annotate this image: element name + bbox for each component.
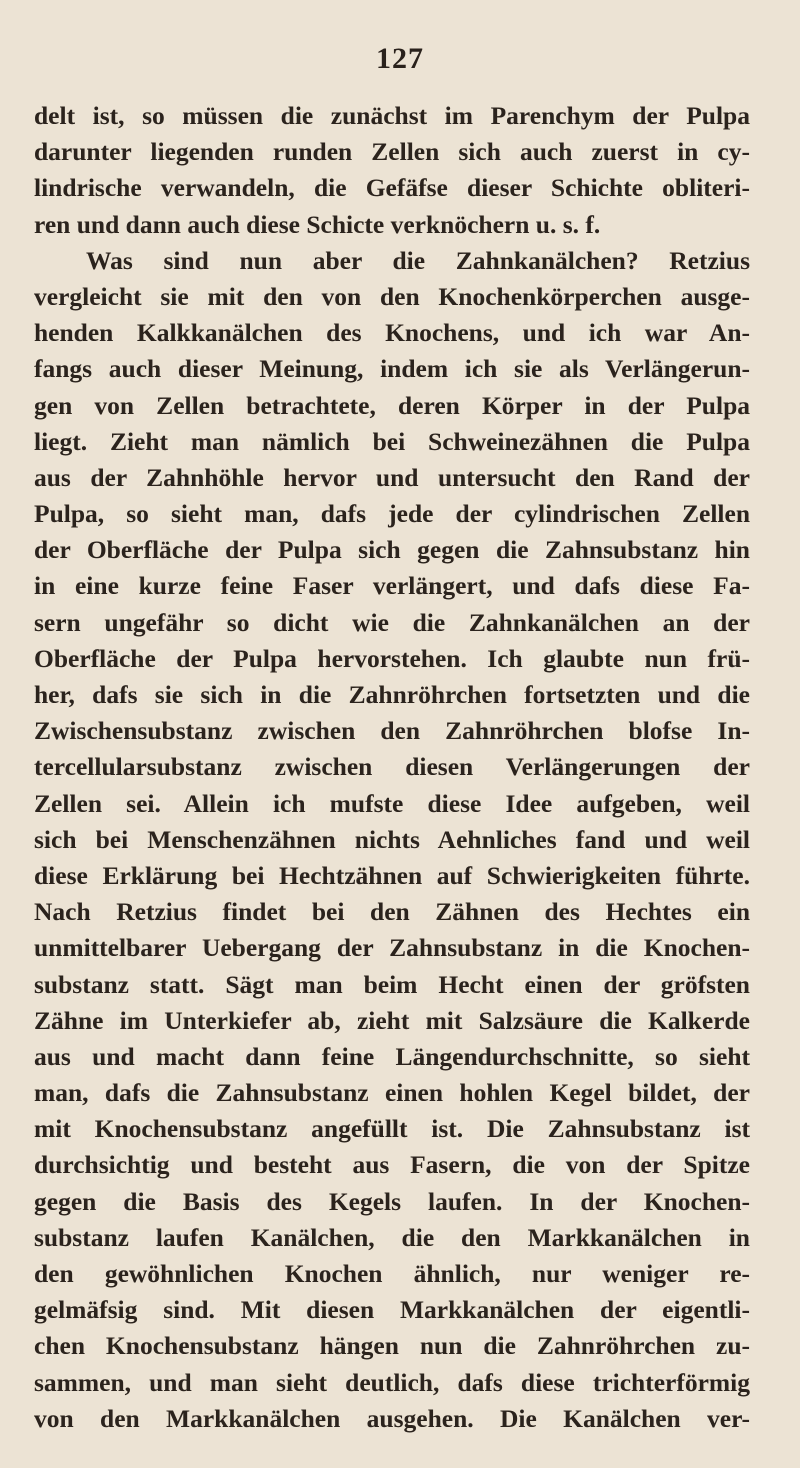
text-line: Zellen sei. Allein ich mufste diese Idee aufgeben, weil xyxy=(34,788,750,818)
text-line: in eine kurze feine Faser verlängert, und dafs diese Fa- xyxy=(34,571,750,601)
text-line: Oberfläche der Pulpa hervorstehen. Ich glaubte nun frü- xyxy=(34,643,750,673)
text-line: Nach Retzius findet bei den Zähnen des Hechtes ein xyxy=(34,897,750,927)
text-line: den gewöhnlichen Knochen ähnlich, nur weniger re- xyxy=(34,1259,750,1288)
text-line: Zähne im Unterkiefer ab, zieht mit Salzsäure die Kalkerde xyxy=(34,1005,750,1035)
text-line: delt ist, so müssen die zunächst im Parenchym der Pulpa xyxy=(34,101,750,130)
text-line: liegt. Zieht man nämlich bei Schweinezähnen die Pulpa xyxy=(34,426,750,456)
paragraph-first-line: Was sind nun aber die Zahnkanälchen? Retzius xyxy=(86,245,750,275)
text-line: aus und macht dann feine Längendurchschnitte, so sieht xyxy=(34,1041,750,1071)
text-line: fangs auch dieser Meinung, indem ich sie als Verlängerun- xyxy=(34,354,750,384)
text-line: lindrische verwandeln, die Gefäfse dieser Schichte obliteri- xyxy=(34,173,750,203)
text-line: substanz laufen Kanälchen, die den Markkanälchen in xyxy=(34,1222,750,1252)
text-line: gen von Zellen betrachtete, deren Körper in der Pulpa xyxy=(34,390,750,420)
text-line: aus der Zahnhöhle hervor und untersucht den Rand der xyxy=(34,462,750,492)
text-line: ren und dann auch diese Schicte verknöchern u. s. f. xyxy=(34,209,601,239)
text-line: von den Markkanälchen ausgehen. Die Kanälchen ver- xyxy=(34,1403,750,1433)
text-line: Pulpa, so sieht man, dafs jede der cylindrischen Zellen xyxy=(34,499,750,529)
text-line: unmittelbarer Uebergang der Zahnsubstanz in die Knochen- xyxy=(34,933,750,963)
text-line: Zwischensubstanz zwischen den Zahnröhrchen blofse In- xyxy=(34,716,750,746)
text-line: durchsichtig und besteht aus Fasern, die von der Spitze xyxy=(34,1150,750,1180)
text-line: gelmäfsig sind. Mit diesen Markkanälchen der eigentli- xyxy=(34,1295,750,1325)
page-number: 127 xyxy=(376,42,424,75)
body-text xyxy=(34,98,750,1437)
text-line: henden Kalkkanälchen des Knochens, und ich war An- xyxy=(34,318,750,348)
text-line: her, dafs sie sich in die Zahnröhrchen fortsetzten und die xyxy=(34,680,750,709)
text-line: chen Knochensubstanz hängen nun die Zahnröhrchen zu- xyxy=(34,1331,750,1361)
text-line: sammen, und man sieht deutlich, dafs diese trichterförmig xyxy=(34,1367,750,1397)
text-line: sern ungefähr so dicht wie die Zahnkanälchen an der xyxy=(34,607,750,637)
text-line: der Oberfläche der Pulpa sich gegen die Zahnsubstanz hin xyxy=(34,535,750,565)
text-line: substanz statt. Sägt man beim Hecht einen der gröfsten xyxy=(34,969,750,999)
text-line: vergleicht sie mit den von den Knochenkörperchen ausge- xyxy=(34,281,750,311)
text-line: darunter liegenden runden Zellen sich auch zuerst in cy- xyxy=(34,137,750,167)
text-line: sich bei Menschenzähnen nichts Aehnliches fand und weil xyxy=(34,824,750,854)
text-line: diese Erklärung bei Hechtzähnen auf Schwierigkeiten führte. xyxy=(34,860,750,890)
text-line: gegen die Basis des Kegels laufen. In der Knochen- xyxy=(34,1186,750,1216)
text-line: mit Knochensubstanz angefüllt ist. Die Zahnsubstanz ist xyxy=(34,1114,750,1144)
text-line: man, dafs die Zahnsubstanz einen hohlen Kegel bildet, der xyxy=(34,1078,750,1108)
text-line: tercellularsubstanz zwischen diesen Verlängerungen der xyxy=(34,752,750,782)
